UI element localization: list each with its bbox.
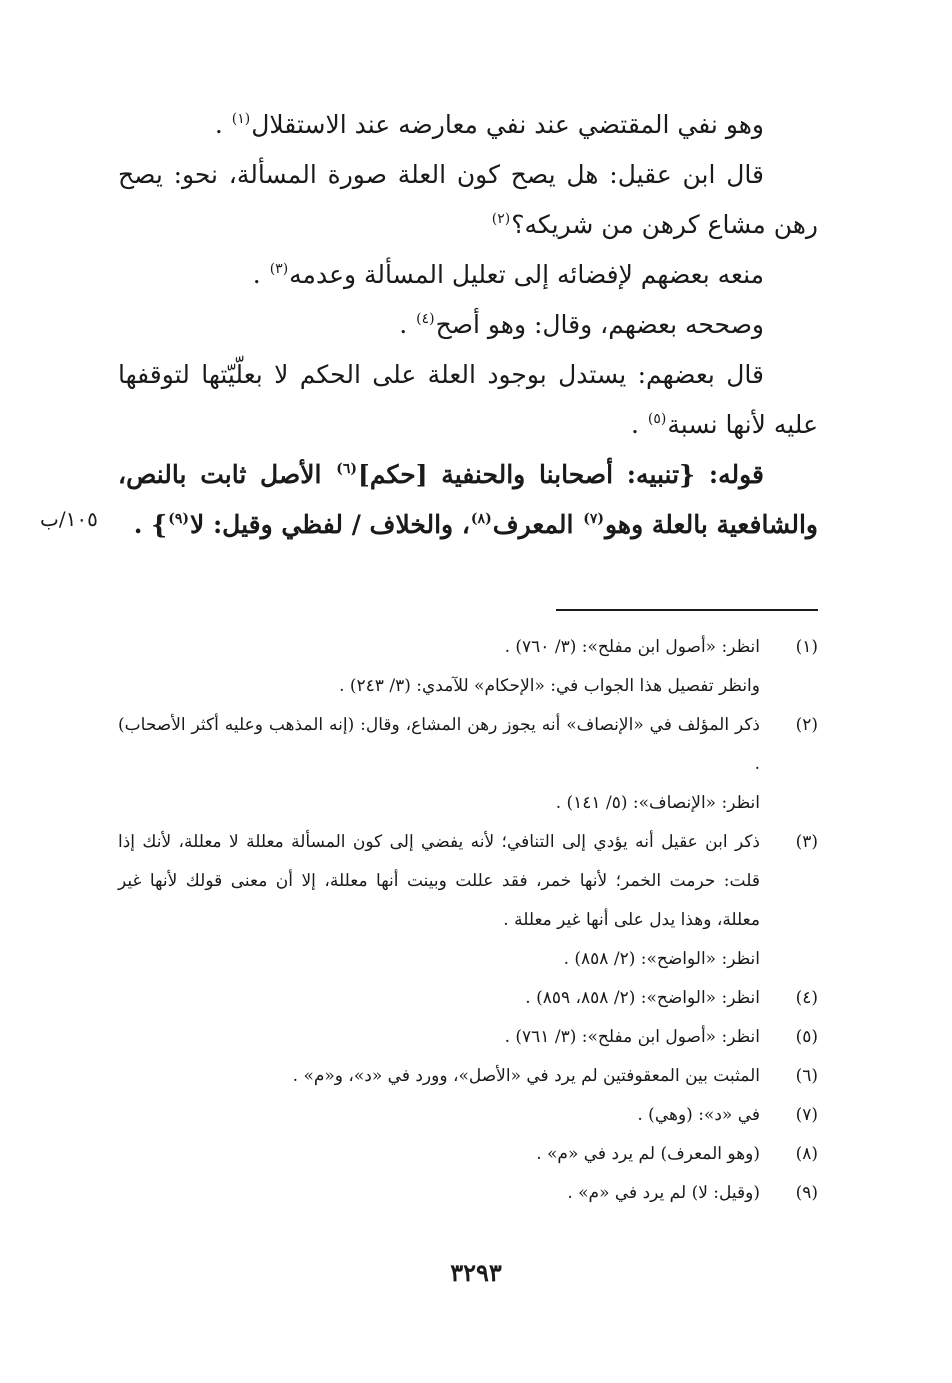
footnote-ref-2: (٢) bbox=[491, 211, 511, 227]
footnote-number: (٨) bbox=[795, 1144, 818, 1164]
paragraph-5-tail: . bbox=[631, 410, 647, 439]
quote-part-a: قوله: {تنبيه: أصحابنا والحنفية [حكم] bbox=[357, 460, 764, 489]
paragraph-5-text: قال بعضهم: يستدل بوجود العلة على الحكم لا بعلّيّتها لتوقفها عليه لأنها نسبة bbox=[118, 360, 818, 439]
footnote-number: (٣) bbox=[795, 832, 818, 852]
quote-part-c: المعرف bbox=[492, 510, 583, 539]
footnote-ref-6: (٦) bbox=[336, 461, 357, 477]
footnote-number: (٢) bbox=[795, 715, 818, 735]
footnote-item bbox=[118, 706, 818, 823]
footnote-ref-1: (١) bbox=[231, 111, 251, 127]
footnote-body bbox=[118, 1135, 760, 1174]
footnote-line: المثبت بين المعقوفتين لم يرد في «الأصل»، وورد في «د»، و«م» . bbox=[292, 1066, 760, 1086]
footnote-ref-7: (٧) bbox=[583, 511, 604, 527]
paragraph-2 bbox=[118, 150, 818, 250]
footnote-line: انظر: «أصول ابن مفلح»: (٣/ ٧٦١) . bbox=[504, 1027, 760, 1047]
footnote-body bbox=[118, 706, 760, 823]
footnote-line: انظر: «الواضح»: (٢/ ٨٥٨، ٨٥٩) . bbox=[525, 988, 760, 1008]
paragraph-1 bbox=[118, 100, 818, 150]
footnote-separator bbox=[556, 609, 818, 611]
footnote-line: انظر: «أصول ابن مفلح»: (٣/ ٧٦٠) . bbox=[504, 637, 760, 657]
footnote-item bbox=[118, 1135, 818, 1174]
footnote-line: في «د»: (وهي) . bbox=[637, 1105, 760, 1125]
footnote-line: (وهو المعرف) لم يرد في «م» . bbox=[536, 1144, 760, 1164]
footnote-body bbox=[118, 823, 760, 979]
footnotes-section bbox=[118, 628, 818, 1213]
footnote-line: وانظر تفصيل هذا الجواب في: «الإحكام» للآمدي: (٣/ ٢٤٣) . bbox=[339, 676, 760, 696]
footnote-ref-3: (٣) bbox=[269, 261, 289, 277]
footnote-ref-5: (٥) bbox=[647, 411, 667, 427]
footnote-number: (٩) bbox=[795, 1183, 818, 1203]
footnote-body bbox=[118, 1096, 760, 1135]
footnote-body bbox=[118, 1057, 760, 1096]
footnote-item bbox=[118, 628, 818, 706]
paragraph-3 bbox=[118, 250, 818, 300]
footnote-item bbox=[118, 1096, 818, 1135]
main-text bbox=[118, 100, 818, 550]
footnote-body bbox=[118, 628, 760, 706]
page-number: ٣٢٩٣ bbox=[450, 1258, 502, 1287]
footnote-body bbox=[118, 1174, 760, 1213]
paragraph-4 bbox=[118, 300, 818, 350]
footnote-item bbox=[118, 823, 818, 979]
manuscript-folio-marker: ١٠٥/ب bbox=[40, 507, 98, 531]
footnote-ref-9: (٩) bbox=[168, 511, 189, 527]
footnote-item bbox=[118, 979, 818, 1018]
paragraph-3-tail: . bbox=[252, 260, 269, 289]
footnote-number: (٥) bbox=[795, 1027, 818, 1047]
footnote-item bbox=[118, 1174, 818, 1213]
footnote-line: انظر: «الواضح»: (٢/ ٨٥٨) . bbox=[563, 949, 760, 969]
paragraph-5 bbox=[118, 350, 818, 450]
footnote-number: (٤) bbox=[795, 988, 818, 1008]
paragraph-1-tail: . bbox=[214, 110, 231, 139]
paragraph-6-quote bbox=[118, 450, 818, 550]
footnote-number: (٧) bbox=[795, 1105, 818, 1125]
footnote-body bbox=[118, 1018, 760, 1057]
paragraph-2-text: قال ابن عقيل: هل يصح كون العلة صورة المسألة، نحو: يصح رهن مشاع كرهن من شريكه؟ bbox=[118, 160, 818, 239]
footnote-line: انظر: «الإنصاف»: (٥/ ١٤١) . bbox=[555, 793, 760, 813]
footnote-ref-4: (٤) bbox=[416, 311, 435, 327]
paragraph-4-tail: . bbox=[399, 310, 416, 339]
footnote-line: (وقيل: لا) لم يرد في «م» . bbox=[567, 1183, 760, 1203]
footnote-ref-8: (٨) bbox=[470, 511, 492, 527]
paragraph-3-text: منعه بعضهم لإفضائه إلى تعليل المسألة وعدمه bbox=[289, 260, 764, 289]
footnote-line: ذكر المؤلف في «الإنصاف» أنه يجوز رهن المشاع، وقال: (إنه المذهب وعليه أكثر الأصحاب) . bbox=[118, 715, 760, 774]
footnote-body bbox=[118, 979, 760, 1018]
quote-part-d: ، والخلاف / لفظي وقيل: لا bbox=[189, 510, 470, 539]
footnote-item bbox=[118, 1057, 818, 1096]
footnote-number: (١) bbox=[795, 637, 818, 657]
quote-part-b: الأصل ثابت بالنص، والشافعية بالعلة وهو bbox=[118, 460, 818, 539]
footnote-number: (٦) bbox=[795, 1066, 818, 1086]
footnote-item bbox=[118, 1018, 818, 1057]
paragraph-4-text: وصححه بعضهم، وقال: وهو أصح bbox=[435, 310, 764, 339]
quote-part-e: } . bbox=[133, 510, 168, 539]
footnote-line: ذكر ابن عقيل أنه يؤدي إلى التنافي؛ لأنه يفضي إلى كون المسألة معللة لا معللة، لأنك إذا قلت: حرمت الخمر؛ لأنها خمر، فقد عللت وبينت أنها معللة، إلا أن معنى قولك لأنها غير معللة، وهذا يدل على أنها غير معللة . bbox=[118, 832, 760, 930]
paragraph-1-text: وهو نفي المقتضي عند نفي معارضه عند الاستقلال bbox=[251, 110, 764, 139]
